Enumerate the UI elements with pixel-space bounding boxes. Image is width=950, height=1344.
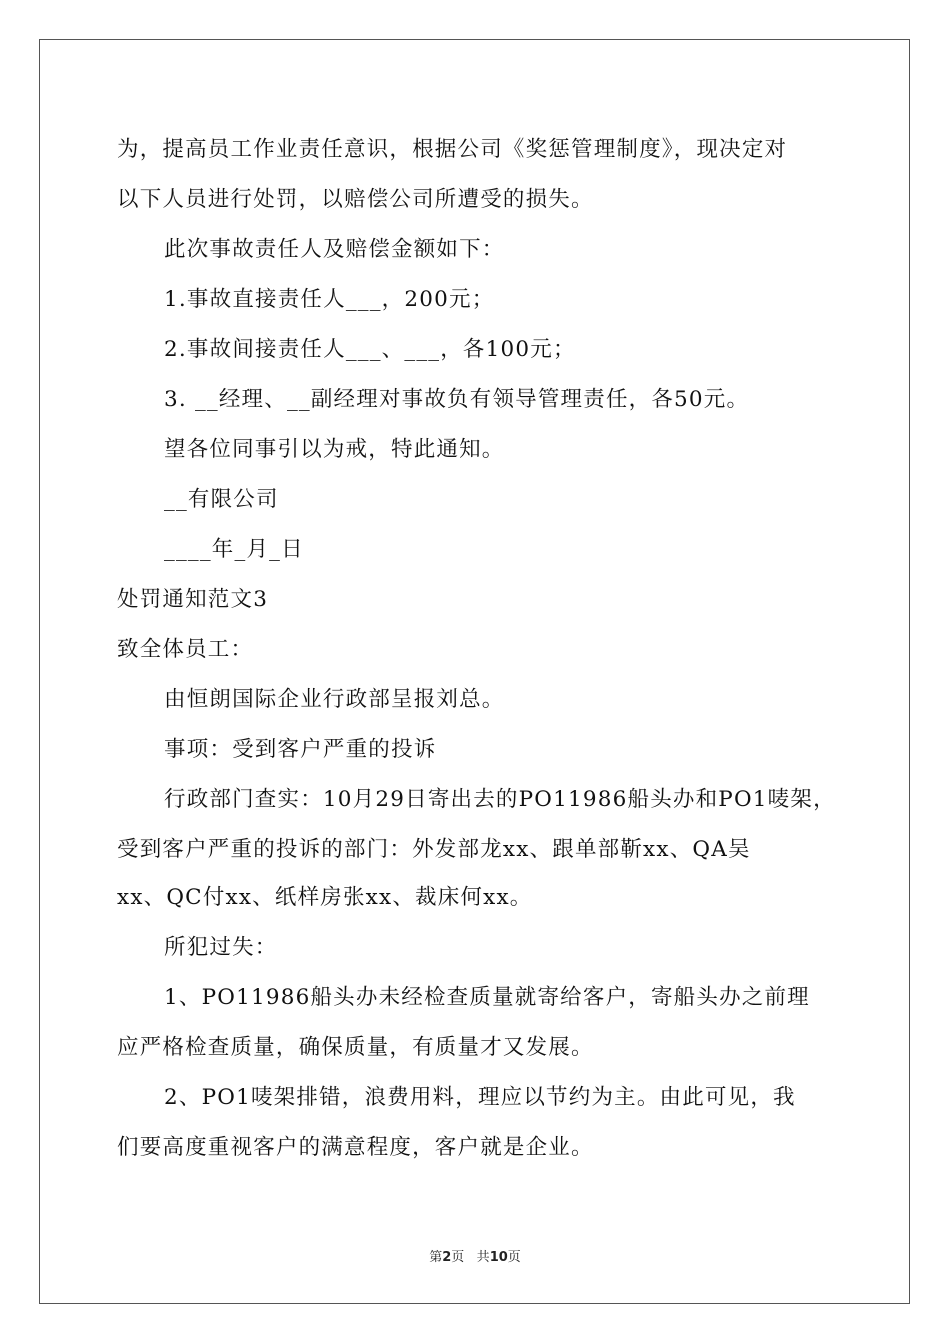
page-border (39, 39, 910, 1304)
signature-date: ____年_月_日 (164, 537, 304, 562)
page-number: 2 (442, 1250, 452, 1265)
body-line-12: 由恒朗国际企业行政部呈报刘总。 (164, 687, 505, 712)
body-line-2: 以下人员进行处罚，以赔偿公司所遭受的损失。 (117, 187, 594, 212)
body-line-1: 为，提高员工作业责任意识，根据公司《奖惩管理制度》，现决定对 (117, 137, 788, 162)
body-line-14: 行政部门查实：10月29日寄出去的PO11986船头办和PO1唛架， (164, 787, 836, 812)
fault-item-1-cont: 应严格检查质量，确保质量，有质量才又发展。 (117, 1035, 594, 1060)
total-pages: 10 (489, 1250, 508, 1265)
list-item-2: 2.事故间接责任人___、___，各100元； (164, 337, 576, 362)
body-line-16: xx、QC付xx、纸样房张xx、裁床何xx。 (117, 885, 533, 910)
signature-company: __有限公司 (164, 487, 279, 512)
fault-item-1: 1、PO11986船头办未经检查质量就寄给客户，寄船头办之前理 (164, 985, 810, 1010)
salutation: 致全体员工： (117, 637, 254, 662)
fault-item-2: 2、PO1唛架排错，浪费用料，理应以节约为主。由此可见，我 (164, 1085, 796, 1110)
list-item-3: 3. __经理、__副经理对事故负有领导管理责任，各50元。 (164, 387, 750, 412)
body-line-15: 受到客户严重的投诉的部门：外发部龙xx、跟单部靳xx、QA吴 (117, 837, 751, 862)
body-line-17: 所犯过失： (164, 935, 278, 960)
body-line-3: 此次事故责任人及赔偿金额如下： (164, 237, 505, 262)
list-item-1: 1.事故直接责任人___，200元； (164, 287, 495, 312)
body-line-13: 事项：受到客户严重的投诉 (164, 737, 437, 762)
total-unit: 页 (507, 1250, 521, 1265)
fault-item-2-cont: 们要高度重视客户的满意程度，客户就是企业。 (117, 1135, 594, 1160)
section-title: 处罚通知范文3 (117, 587, 269, 612)
page-prefix: 第 (429, 1250, 443, 1265)
page-footer (0, 1246, 950, 1265)
closing-line: 望各位同事引以为戒，特此通知。 (164, 437, 505, 462)
total-prefix: 共 (476, 1250, 490, 1265)
page-unit: 页 (451, 1250, 465, 1265)
